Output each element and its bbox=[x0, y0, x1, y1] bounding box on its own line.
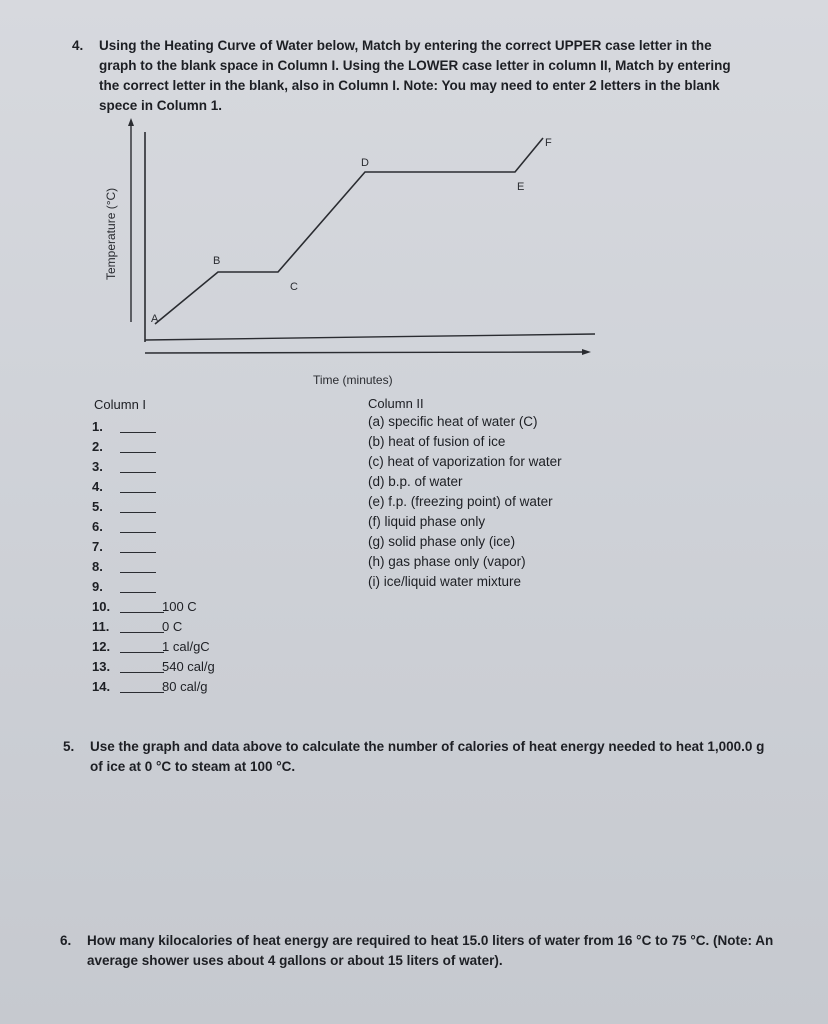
column-2-item: (c) heat of vaporization for water bbox=[368, 454, 562, 469]
row-number: 3. bbox=[92, 459, 103, 474]
row-number: 13. bbox=[92, 659, 111, 674]
answer-blank[interactable] bbox=[120, 672, 164, 673]
answer-blank[interactable] bbox=[120, 572, 156, 573]
question-number: 4. bbox=[72, 38, 84, 53]
row-number: 9. bbox=[92, 579, 103, 594]
row-value: 1 cal/gC bbox=[162, 639, 210, 654]
row-number: 4. bbox=[92, 479, 103, 494]
question-text: How many kilocalories of heat energy are required to heat 15.0 liters of water from 16 °C to 75 °C. (Note: An average shower uses about 4 gallons or about 15 liters of water). bbox=[87, 933, 774, 968]
column-2-item: (i) ice/liquid water mixture bbox=[368, 574, 522, 589]
column-2-item: (h) gas phase only (vapor) bbox=[368, 554, 526, 569]
row-value: 0 C bbox=[162, 619, 183, 634]
heating-curve-graph bbox=[95, 112, 615, 392]
heating-curve-line bbox=[155, 138, 543, 324]
point-label-e: E bbox=[517, 181, 525, 193]
column-2-item: (b) heat of fusion of ice bbox=[368, 434, 506, 449]
answer-blank[interactable] bbox=[120, 492, 156, 493]
row-value: 540 cal/g bbox=[162, 659, 215, 674]
row-number: 5. bbox=[92, 499, 103, 514]
x-axis-arrowhead bbox=[582, 349, 591, 355]
point-label-c: C bbox=[290, 281, 298, 293]
row-number: 11. bbox=[92, 619, 110, 634]
row-value: 80 cal/g bbox=[162, 679, 208, 694]
answer-blank[interactable] bbox=[120, 532, 156, 533]
question-number: 6. bbox=[60, 933, 72, 948]
answer-blank[interactable] bbox=[120, 652, 164, 653]
point-label-a: A bbox=[151, 313, 159, 325]
column-2-item: (g) solid phase only (ice) bbox=[368, 534, 516, 549]
answer-blank[interactable] bbox=[120, 552, 156, 553]
row-number: 7. bbox=[92, 539, 103, 554]
row-value: 100 C bbox=[162, 599, 197, 614]
column-2-item: (d) b.p. of water bbox=[368, 474, 463, 489]
y-axis-title: Temperature (°C) bbox=[104, 187, 118, 280]
y-axis-arrowhead bbox=[128, 118, 134, 126]
answer-blank[interactable] bbox=[120, 432, 156, 433]
row-number: 10. bbox=[92, 599, 111, 614]
point-label-d: D bbox=[361, 157, 369, 169]
answer-blank[interactable] bbox=[120, 452, 156, 453]
point-label-f: F bbox=[545, 137, 552, 149]
row-number: 6. bbox=[92, 519, 103, 534]
x-axis-arrow-line bbox=[145, 352, 583, 353]
question-number: 5. bbox=[63, 739, 75, 754]
x-axis bbox=[145, 334, 595, 340]
question-text: Using the Heating Curve of Water below, Match by entering the correct UPPER case letter in the graph to the blank space in Column I. Using the LOWER case letter in column II, Match by entering the correct letter in the blank, also in Column I. Note: You may need to enter 2 letters in the blank spece in Column 1. bbox=[99, 38, 731, 113]
column-2-heading: Column II bbox=[368, 396, 424, 411]
row-number: 8. bbox=[92, 559, 103, 574]
question-text: Use the graph and data above to calculate the number of calories of heat energy needed to heat 1,000.0 g of ice at 0 °C to steam at 100 °C. bbox=[90, 739, 765, 774]
column-2-item: (e) f.p. (freezing point) of water bbox=[368, 494, 553, 509]
answer-blank[interactable] bbox=[120, 612, 164, 613]
answer-blank[interactable] bbox=[120, 592, 156, 593]
row-number: 14. bbox=[92, 679, 111, 694]
column-1-heading: Column I bbox=[94, 397, 147, 412]
answer-blank[interactable] bbox=[120, 692, 164, 693]
row-number: 2. bbox=[92, 439, 103, 454]
column-2-item: (a) specific heat of water (C) bbox=[368, 414, 538, 429]
answer-blank[interactable] bbox=[120, 472, 156, 473]
point-label-b: B bbox=[213, 255, 221, 267]
answer-blank[interactable] bbox=[120, 512, 156, 513]
column-2-item: (f) liquid phase only bbox=[368, 514, 486, 529]
row-number: 1. bbox=[92, 419, 103, 434]
x-axis-title: Time (minutes) bbox=[313, 373, 393, 387]
row-number: 12. bbox=[92, 639, 111, 654]
answer-blank[interactable] bbox=[120, 632, 164, 633]
